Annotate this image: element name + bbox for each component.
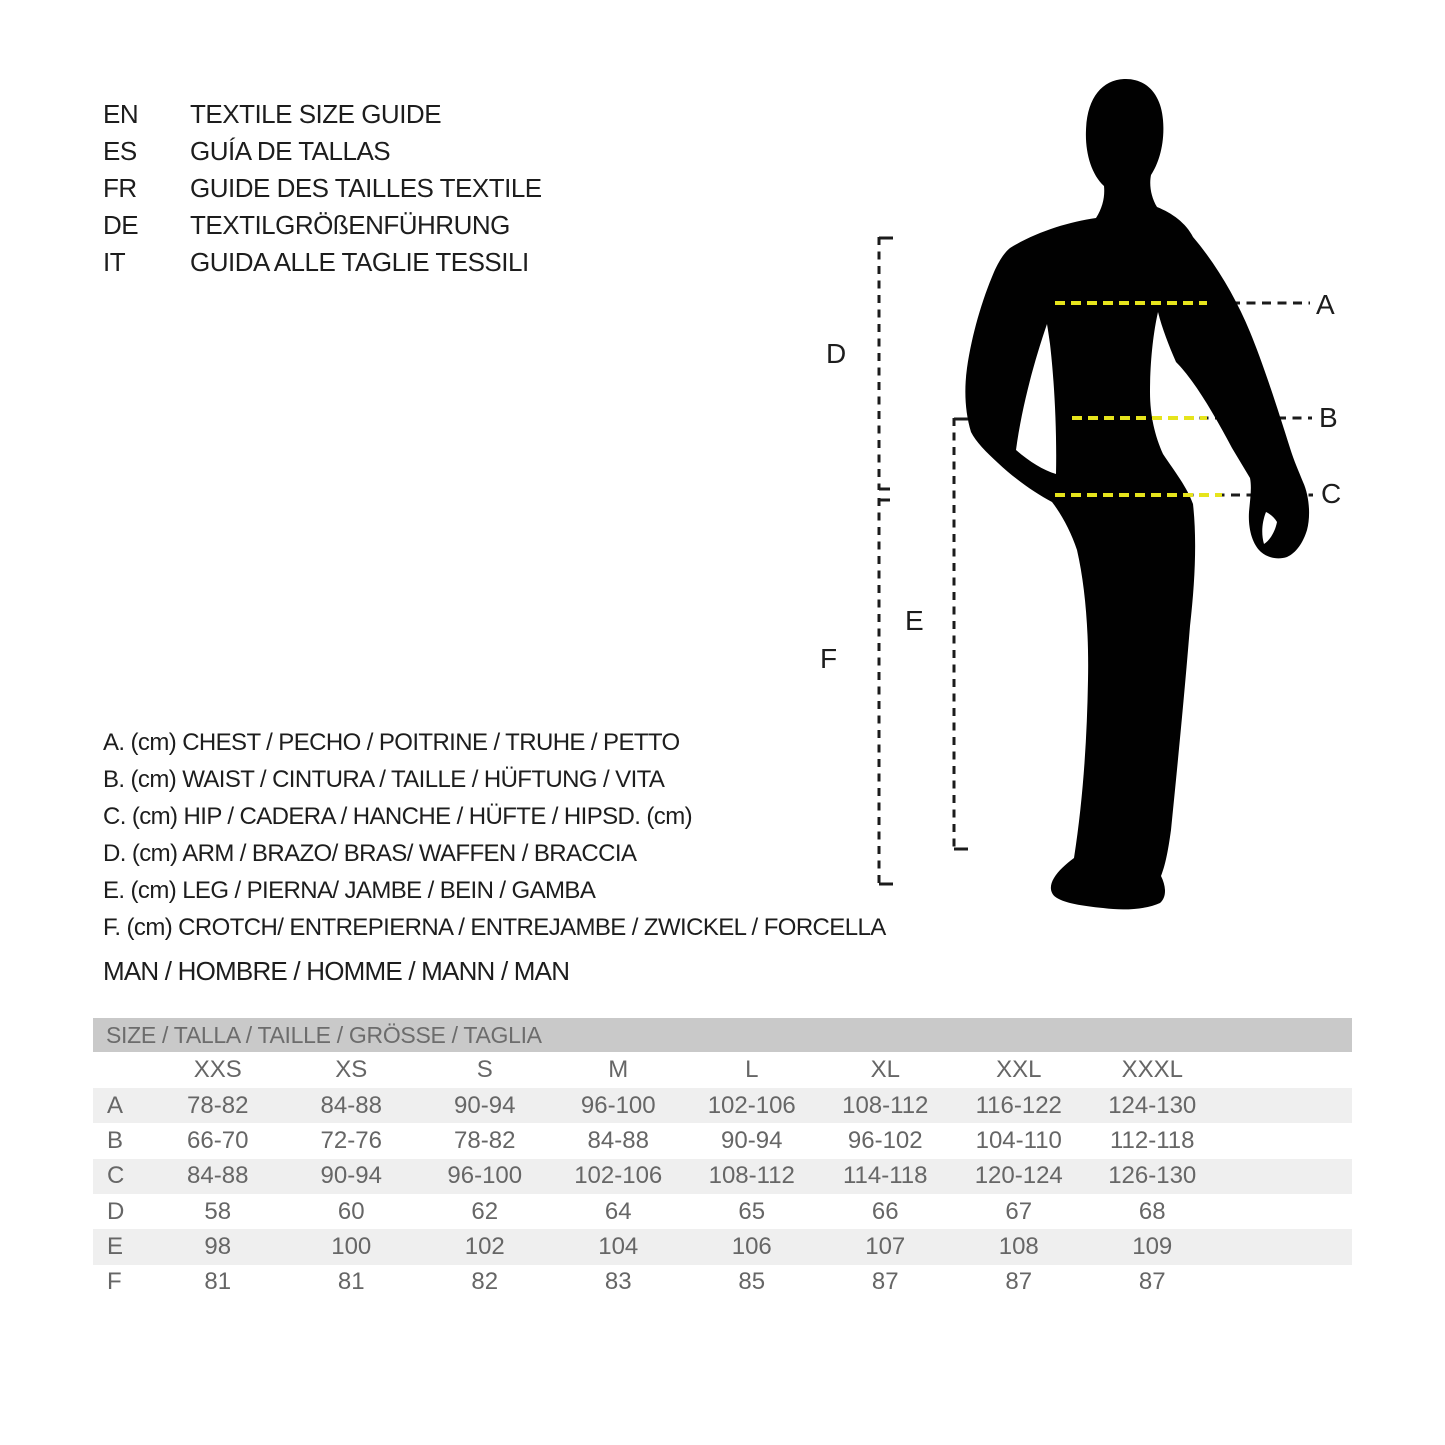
table-cell: 84-88 — [587, 1126, 649, 1154]
table-cell: 112-118 — [1109, 1126, 1195, 1154]
gender-heading: MAN / HOMBRE / HOMME / MANN / MAN — [103, 956, 570, 986]
table-cell: 67 — [1005, 1197, 1033, 1225]
row-label: F — [107, 1268, 122, 1296]
table-cell: 58 — [204, 1197, 232, 1225]
language-code: IT — [103, 247, 126, 277]
table-cell: 106 — [731, 1232, 772, 1260]
table-cell: 81 — [337, 1268, 365, 1296]
size-table-title: SIZE / TALLA / TAILLE / GRÖSSE / TAGLIA — [106, 1021, 542, 1048]
table-cell: 68 — [1138, 1197, 1166, 1225]
marker-label-waist: B — [1319, 402, 1338, 433]
table-cell: 72-76 — [320, 1126, 382, 1154]
vertical-measure-lines — [879, 237, 968, 885]
table-cell: 65 — [738, 1197, 766, 1225]
table-cell: 66 — [871, 1197, 899, 1225]
language-row — [103, 96, 542, 133]
table-cell: 108 — [998, 1232, 1039, 1260]
table-row-arm — [93, 1194, 1352, 1229]
table-cell: 108-112 — [842, 1091, 929, 1119]
language-title: GUIDE DES TAILLES TEXTILE — [190, 173, 542, 203]
language-title: TEXTILE SIZE GUIDE — [190, 99, 442, 129]
table-cell: 87 — [871, 1268, 899, 1296]
table-cell: 126-130 — [1108, 1162, 1197, 1190]
row-label: E — [107, 1232, 124, 1260]
language-row — [103, 244, 542, 281]
table-row-crotch — [93, 1265, 1352, 1300]
table-cell: 120-124 — [974, 1162, 1063, 1190]
language-title: GUÍA DE TALLAS — [190, 136, 391, 166]
table-cell: 78-82 — [187, 1091, 249, 1119]
measurement-definition-crotch: F. (cm) CROTCH/ ENTREPIERNA / ENTREJAMBE / ZWICKEL / FORCELLA — [103, 914, 886, 941]
measurement-definition-chest: A. (cm) CHEST / PECHO / POITRINE / TRUHE / PETTO — [103, 729, 680, 756]
measurement-definition-waist: B. (cm) WAIST / CINTURA / TAILLE / HÜFTUNG / VITA — [103, 766, 665, 793]
language-row — [103, 207, 542, 244]
table-cell: 84-88 — [187, 1162, 249, 1190]
table-row-waist — [93, 1123, 1352, 1158]
table-cell: 102 — [464, 1232, 505, 1260]
table-cell: 102-106 — [574, 1162, 663, 1190]
marker-label-crotch: F — [820, 643, 838, 674]
table-cell: 60 — [337, 1197, 365, 1225]
marker-label-chest: A — [1316, 289, 1335, 320]
table-cell: 102-106 — [707, 1091, 796, 1119]
size-table-header-row — [93, 1052, 1352, 1088]
table-cell: 104 — [598, 1232, 639, 1260]
table-cell: 100 — [331, 1232, 372, 1260]
size-table-title-bar — [93, 1018, 1352, 1052]
language-code: FR — [103, 173, 137, 203]
marker-label-leg: E — [905, 605, 924, 636]
table-cell: 96-100 — [580, 1091, 656, 1119]
row-label: B — [107, 1126, 124, 1154]
column-header-m: M — [608, 1056, 629, 1083]
table-cell: 82 — [471, 1268, 499, 1296]
table-cell: 87 — [1138, 1268, 1166, 1296]
size-table — [93, 1018, 1352, 1300]
table-cell: 96-102 — [847, 1126, 923, 1154]
language-code: ES — [103, 136, 137, 166]
language-title: TEXTILGRÖßENFÜHRUNG — [190, 210, 510, 240]
column-header-xxs: XXS — [193, 1056, 242, 1083]
table-cell: 90-94 — [721, 1126, 783, 1154]
marker-label-hip: C — [1321, 478, 1342, 509]
language-row — [103, 133, 542, 170]
column-header-xxxl: XXXL — [1121, 1056, 1183, 1083]
table-cell: 66-70 — [187, 1126, 249, 1154]
language-code: EN — [103, 99, 139, 129]
column-header-l: L — [745, 1056, 759, 1083]
table-cell: 104-110 — [975, 1126, 1062, 1154]
table-cell: 62 — [471, 1197, 499, 1225]
table-row-chest — [93, 1088, 1352, 1123]
table-cell: 109 — [1132, 1232, 1173, 1260]
measurement-definition-arm: D. (cm) ARM / BRAZO/ BRAS/ WAFFEN / BRACCIA — [103, 840, 637, 867]
table-row-hip — [93, 1159, 1352, 1194]
language-title-list — [103, 96, 542, 281]
table-cell: 90-94 — [454, 1091, 516, 1119]
table-cell: 78-82 — [454, 1126, 516, 1154]
column-header-s: S — [476, 1056, 493, 1083]
table-cell: 107 — [865, 1232, 906, 1260]
column-header-xs: XS — [335, 1056, 368, 1083]
table-cell: 90-94 — [320, 1162, 382, 1190]
table-cell: 81 — [204, 1268, 232, 1296]
table-cell: 64 — [604, 1197, 632, 1225]
language-row — [103, 170, 542, 207]
column-header-xxl: XXL — [996, 1056, 1042, 1083]
arm-line-ticks — [879, 238, 893, 489]
table-cell: 83 — [604, 1268, 632, 1296]
row-label: C — [107, 1162, 125, 1190]
measurement-definitions — [103, 724, 886, 946]
language-title: GUIDA ALLE TAGLIE TESSILI — [190, 247, 529, 277]
table-cell: 114-118 — [842, 1162, 928, 1190]
measurement-definition-hip: C. (cm) HIP / CADERA / HANCHE / HÜFTE / HIPSD. (cm) — [103, 803, 692, 830]
marker-label-arm: D — [826, 338, 847, 369]
row-label: A — [107, 1091, 124, 1119]
table-cell: 84-88 — [320, 1091, 382, 1119]
language-code: DE — [103, 210, 139, 240]
table-cell: 98 — [204, 1232, 232, 1260]
table-cell: 124-130 — [1108, 1091, 1197, 1119]
leg-line-ticks — [954, 419, 968, 849]
table-cell: 85 — [738, 1268, 766, 1296]
table-cell: 87 — [1005, 1268, 1033, 1296]
table-row-leg — [93, 1229, 1352, 1264]
table-cell: 96-100 — [447, 1162, 523, 1190]
table-cell: 108-112 — [708, 1162, 795, 1190]
table-cell: 116-122 — [975, 1091, 1062, 1119]
column-header-xl: XL — [870, 1056, 900, 1083]
row-label: D — [107, 1197, 125, 1225]
measurement-definition-leg: E. (cm) LEG / PIERNA/ JAMBE / BEIN / GAMBA — [103, 877, 596, 904]
